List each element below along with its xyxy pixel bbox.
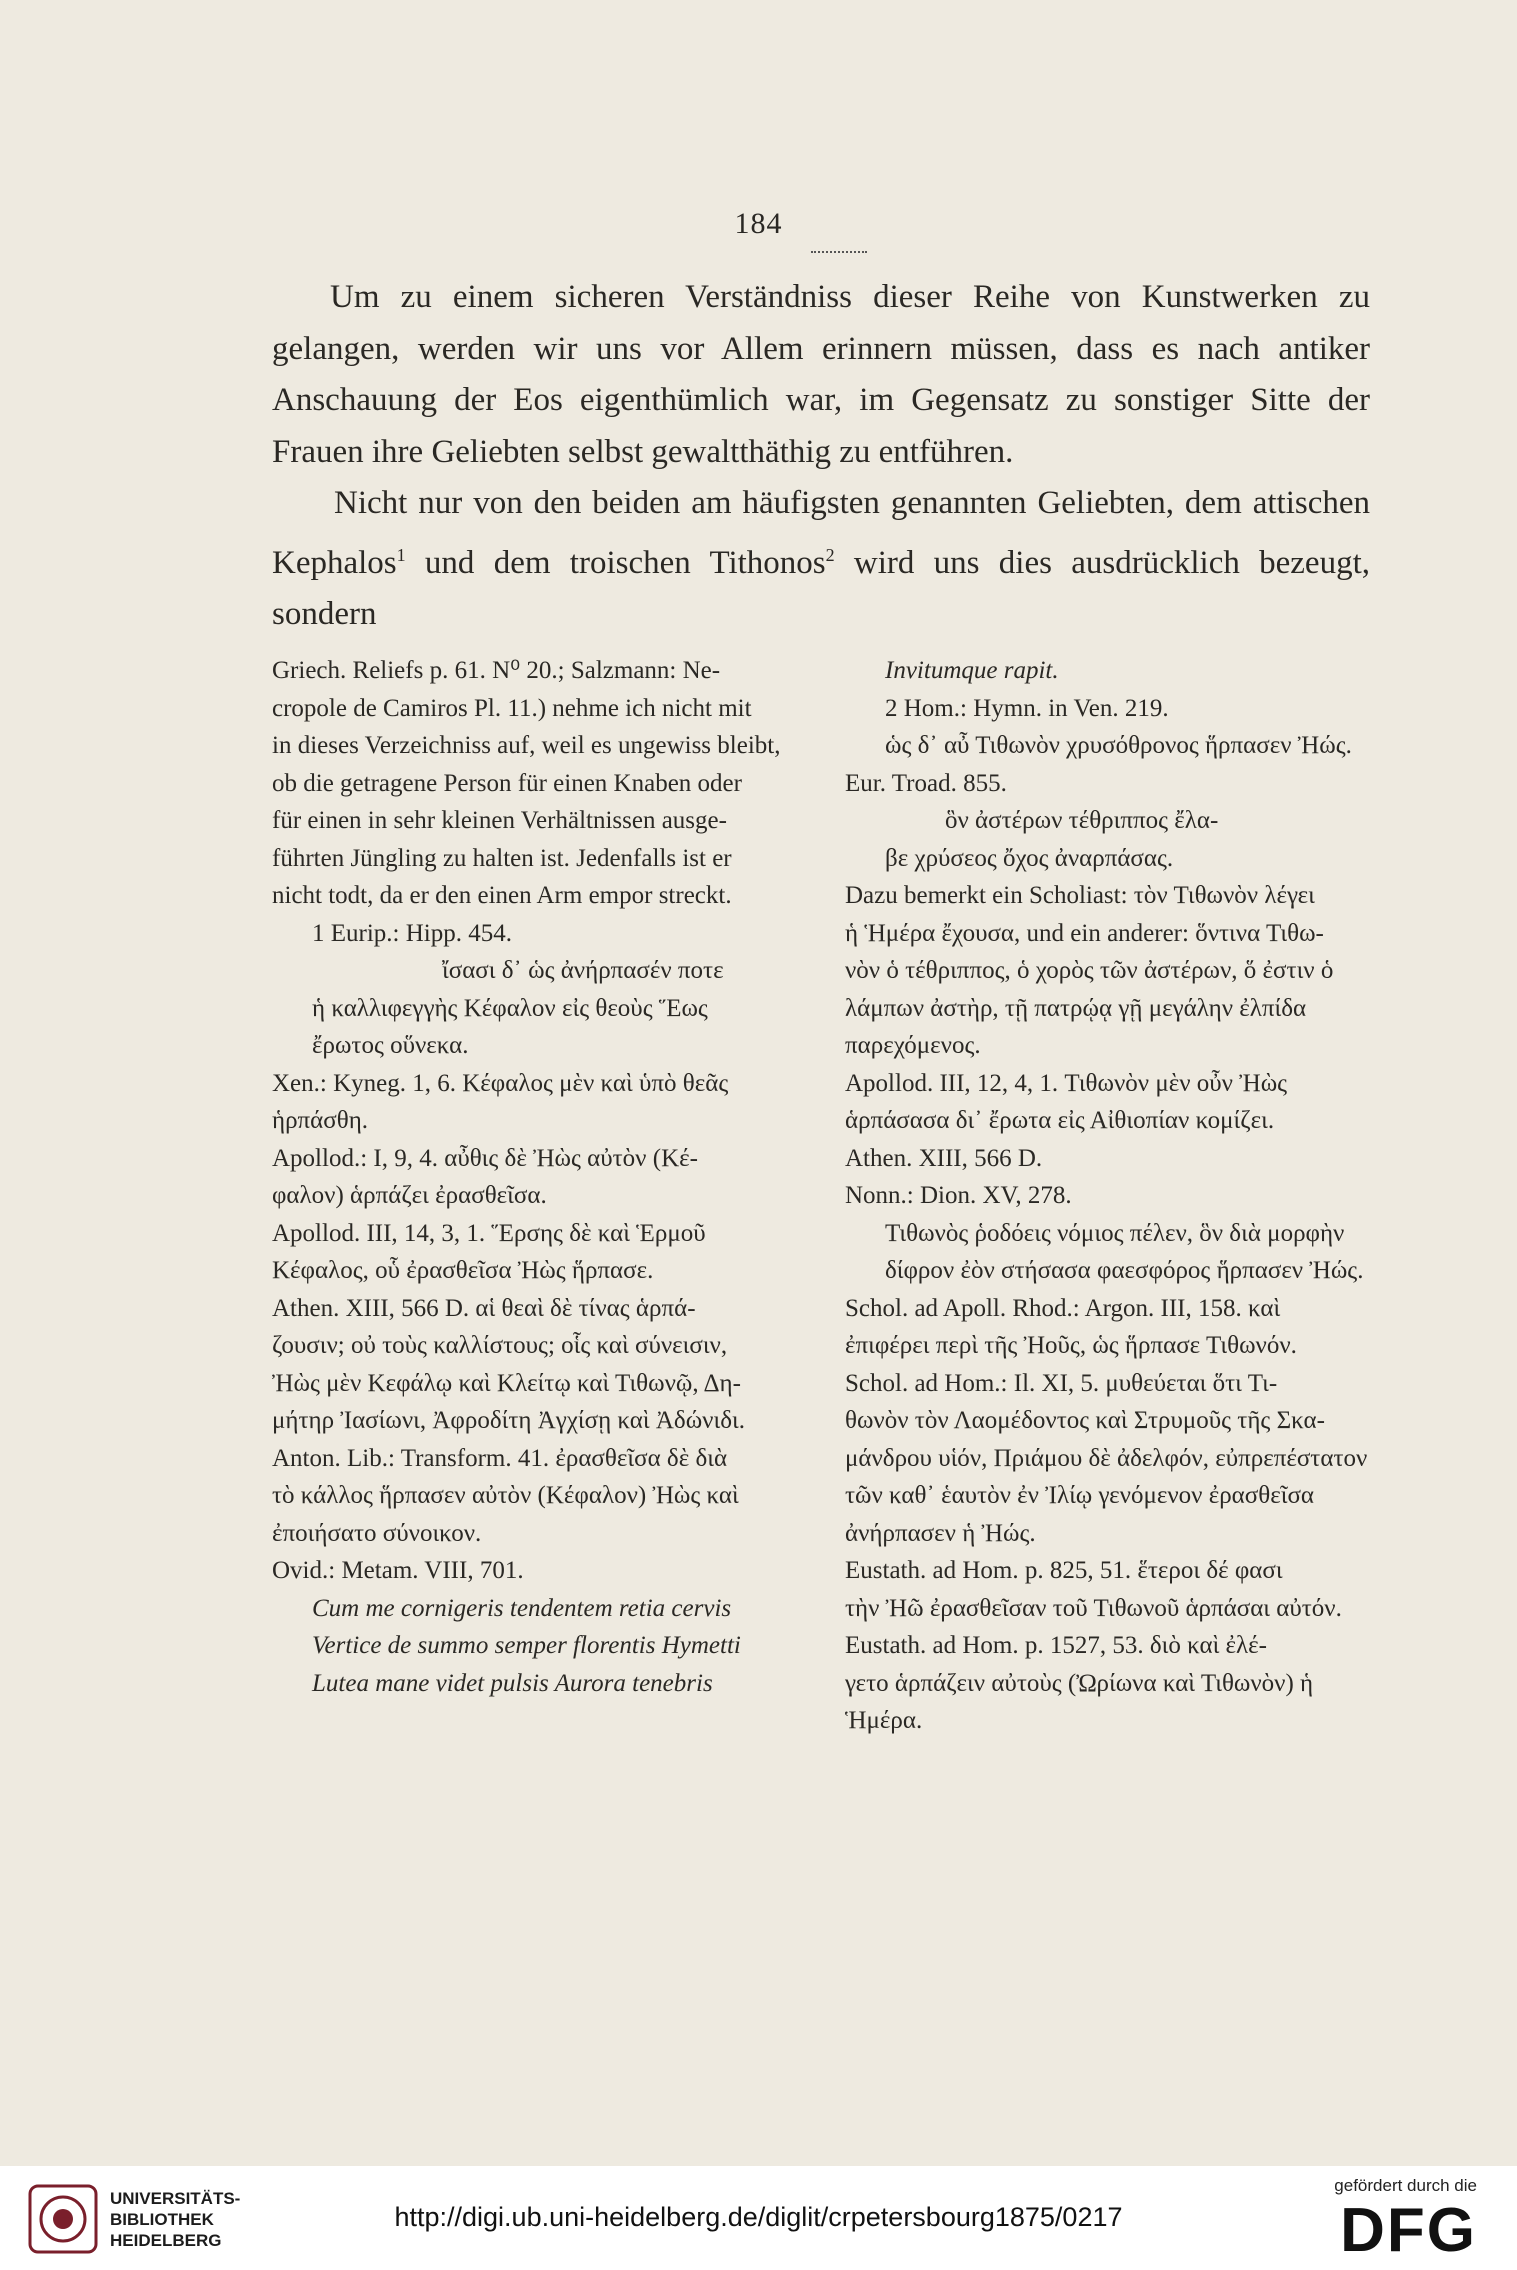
footnote-line: μήτηρ Ἰασίωνι, Ἀφροδίτη Ἀγχίσῃ καὶ Ἀδώνιδι. (272, 1407, 745, 1434)
footnote-line: ἁρπάσασα δι᾽ ἔρωτα εἰς Αἰθιοπίαν κομίζει. (845, 1107, 1275, 1134)
footnote-line: Athen. XIII, 566 D. (845, 1144, 1043, 1172)
main-text (272, 272, 1370, 641)
quote-line: ἴσασι δ᾽ ὡς ἀνήρπασέν ποτε (442, 957, 724, 984)
footnote-line: Griech. Reliefs p. 61. N⁰ 20.; Salzmann: Ne- (272, 657, 721, 684)
footnote-line: τῶν καθ᾽ ἑαυτὸν ἐν Ἰλίῳ γενόμενον ἐρασθεῖσα (845, 1482, 1315, 1509)
footnote-line: ἡρπάσθη. (272, 1107, 369, 1134)
footnote-line: Ἡμέρα. (845, 1707, 923, 1734)
footnote-line: cropole de Camiros Pl. 11.) nehme ich nicht mit (272, 694, 752, 722)
footnote-line: Anton. Lib.: Transform. 41. ἐρασθεῖσα δὲ διὰ (272, 1444, 728, 1472)
footnotes-left-column (272, 652, 812, 1702)
quote-line: Τιθωνὸς ῥοδόεις νόμιος πέλεν, ὃν διὰ μορφὴν (885, 1219, 1345, 1247)
footnote-line: Schol. ad Hom.: Il. XI, 5. μυθεύεται ὅτι Τι- (845, 1369, 1278, 1397)
footnote-line: Eur. Troad. 855. (845, 769, 1007, 797)
footnote-line: νὸν ὁ τέθριππος, ὁ χορὸς τῶν ἀστέρων, ὅ ἐστιν ὁ (845, 957, 1334, 984)
footnote-line: ob die getragene Person für einen Knaben oder (272, 769, 742, 797)
footnote-line: τὴν Ἠῶ ἐρασθεῖσαν τοῦ Τιθωνοῦ ἁρπάσαι αὐτόν. (845, 1594, 1342, 1622)
latin-verse-line: Invitumque rapit. (885, 657, 1059, 684)
quote-line: ἡ καλλιφεγγὴς Κέφαλον εἰς θεοὺς Ἕως (312, 994, 708, 1022)
footnote-line: θωνὸν τὸν Λαομέδοντος καὶ Στρυμοῦς τῆς Σκα- (845, 1407, 1325, 1434)
footnote-ref-1: 1 (396, 544, 406, 565)
quote-line: ἔρωτος οὕνεκα. (312, 1032, 469, 1059)
footnote-line: τὸ κάλλος ἥρπασεν αὐτὸν (Κέφαλον) Ἠὼς καὶ (272, 1482, 739, 1509)
footnote-line: ἐπιφέρει περὶ τῆς Ἠοῦς, ὡς ἥρπασε Τιθωνόν. (845, 1332, 1297, 1359)
library-name-line: UNIVERSITÄTS- (110, 2189, 241, 2208)
footnote-ref-2: 2 (825, 544, 835, 565)
footnote-line: Dazu bemerkt ein Scholiast: τὸν Τιθωνὸν λέγει (845, 882, 1315, 909)
main-paragraph-2-part-b: und dem troischen Tithonos (405, 544, 826, 581)
footnote-line: παρεχόμενος. (845, 1032, 981, 1059)
source-url-link[interactable]: http://digi.ub.uni-heidelberg.de/diglit/crpetersbourg1875/0217 (394, 2202, 1123, 2232)
footnote-line: Nonn.: Dion. XV, 278. (845, 1182, 1072, 1209)
footnote-line: 2 Hom.: Hymn. in Ven. 219. (885, 694, 1169, 722)
dfg-logo: DFG (1340, 2196, 1477, 2265)
footnote-line: μάνδρου υἱόν, Πριάμου δὲ ἀδελφόν, εὐπρεπέστατον (845, 1444, 1368, 1472)
footnote-line: γετο ἁρπάζειν αὐτοὺς (Ὠρίωνα καὶ Τιθωνὸν) ἡ (845, 1669, 1314, 1697)
quote-line: δίφρον ἐὸν στήσασα φαεσφόρος ἥρπασεν Ἠώς. (885, 1257, 1364, 1284)
library-name-line: HEIDELBERG (110, 2231, 222, 2250)
library-name-line: BIBLIOTHEK (110, 2210, 214, 2229)
footnote-line: ἐποιήσατο σύνοικον. (272, 1519, 482, 1547)
main-paragraph-2 (272, 478, 1370, 641)
footnote-line: λάμπων ἀστὴρ, τῇ πατρῴᾳ γῇ μεγάλην ἐλπίδα (845, 994, 1307, 1022)
latin-verse-line: Cum me cornigeris tendentem retia cervis (312, 1594, 732, 1622)
footnote-line: Apollod.: I, 9, 4. αὖθις δὲ Ἠὼς αὐτὸν (Κέ- (272, 1144, 698, 1172)
footnote-line: in dieses Verzeichniss auf, weil es ungewiss bleibt, (272, 732, 781, 759)
main-paragraph-1: Um zu einem sicheren Verständniss dieser Reihe von Kunstwerken zu gelangen, werden wir uns vor Allem erinnern müssen, dass es nach antiker Anschauung der Eos eigenthümlich war, im Gegensatz zu sonstiger Sitte der Frauen ihre Geliebten selbst gewaltthäthig zu entführen. (272, 279, 1370, 470)
quote-line: βε χρύσεος ὄχος ἀναρπάσας. (885, 844, 1174, 872)
page-number: 184 (734, 207, 783, 240)
footer-bar (0, 2166, 1517, 2270)
footnote-line: ἡ Ἡμέρα ἔχουσα, und ein anderer: ὅντινα Τιθω- (845, 919, 1324, 947)
footnote-line: führten Jüngling zu halten ist. Jedenfalls ist er (272, 844, 732, 872)
footnote-line: φαλον) ἁρπάζει ἐρασθεῖσα. (272, 1182, 547, 1209)
footnotes-right-column (845, 652, 1385, 1740)
footnote-line: Ἠὼς μὲν Κεφάλῳ καὶ Κλείτῳ καὶ Τιθωνῷ, Δη- (272, 1369, 741, 1397)
footnote-line: Ovid.: Metam. VIII, 701. (272, 1557, 524, 1584)
footnote-line: Κέφαλος, οὗ ἐρασθεῖσα Ἠὼς ἥρπασε. (272, 1257, 654, 1284)
footnote-line: 1 Eurip.: Hipp. 454. (312, 919, 512, 947)
latin-verse-line: Vertice de summo semper florentis Hymetti (312, 1632, 741, 1659)
page-number-ornament (811, 247, 867, 253)
footnote-line: für einen in sehr kleinen Verhältnissen ausge- (272, 807, 727, 834)
footnote-line: ἀνήρπασεν ἡ Ἠώς. (845, 1519, 1036, 1547)
footnote-line: Apollod. III, 14, 3, 1. Ἕρσης δὲ καὶ Ἑρμοῦ (272, 1219, 706, 1247)
main-paragraph-2-part-c: wird uns dies ausdrücklich bezeugt, sondern (272, 544, 1370, 632)
footnote-line: Eustath. ad Hom. p. 825, 51. ἕτεροι δέ φασι (845, 1557, 1283, 1584)
quote-line: ὃν ἀστέρων τέθριππος ἔλα- (945, 807, 1219, 834)
footnote-line: Eustath. ad Hom. p. 1527, 53. διὸ καὶ ἐλέ- (845, 1632, 1267, 1659)
footnote-line: Schol. ad Apoll. Rhod.: Argon. III, 158. καὶ (845, 1294, 1281, 1322)
quote-line: ὡς δ᾽ αὖ Τιθωνὸν χρυσόθρονος ἥρπασεν Ἠώς. (885, 732, 1352, 759)
main-paragraph-2-part-a: Nicht nur von den beiden am häufigsten genannten Geliebten, dem attischen Kephalos (272, 485, 1370, 581)
footnote-line: Athen. XIII, 566 D. αἱ θεαὶ δὲ τίνας ἁρπά- (272, 1294, 696, 1322)
dfg-label: gefördert durch die (1334, 2176, 1477, 2195)
footnote-line: ζουσιν; οὐ τοὺς καλλίστους; οἷς καὶ σύνεισιν, (272, 1332, 728, 1359)
footnote-line: nicht todt, da er den einen Arm empor streckt. (272, 882, 732, 909)
latin-verse-line: Lutea mane videt pulsis Aurora tenebris (312, 1669, 713, 1697)
footnote-line: Xen.: Kyneg. 1, 6. Κέφαλος μὲν καὶ ὑπὸ θεᾶς (272, 1069, 729, 1097)
footnote-line: Apollod. III, 12, 4, 1. Τιθωνὸν μὲν οὖν Ἠὼς (845, 1069, 1288, 1097)
